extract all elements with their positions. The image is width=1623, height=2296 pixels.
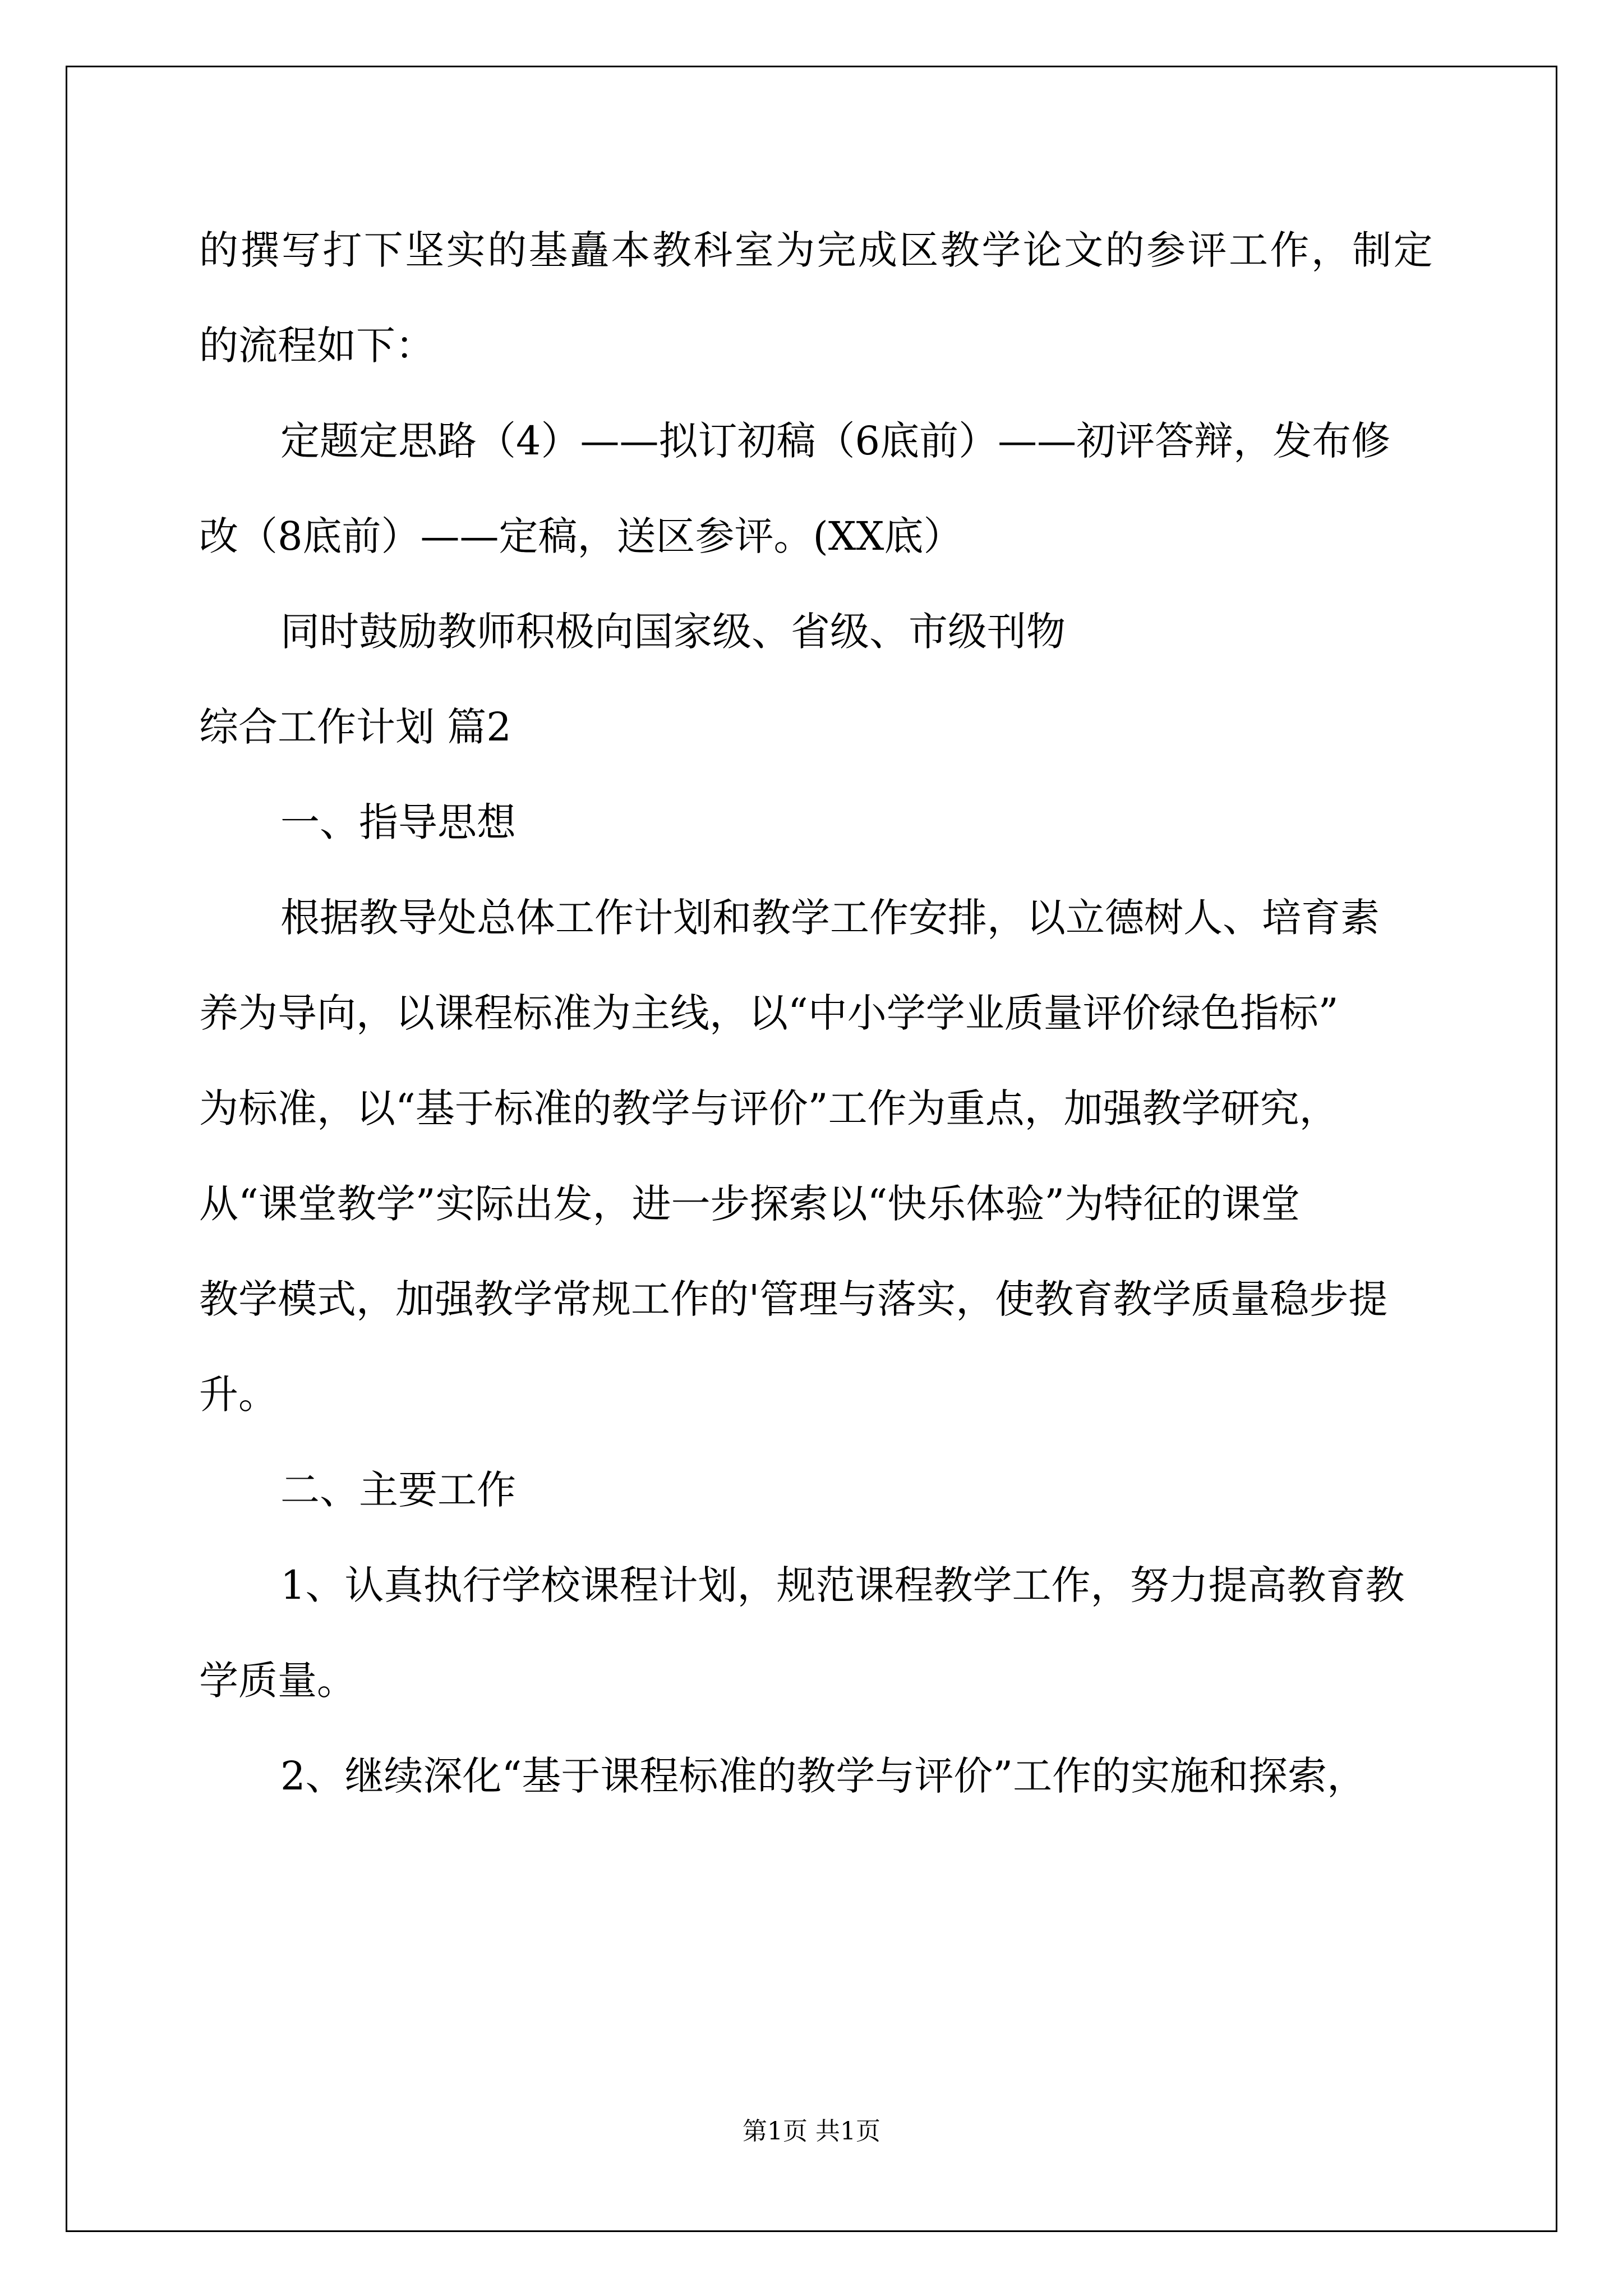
char: 的	[199, 227, 238, 273]
char: 区	[899, 227, 939, 273]
subsection-heading-1: 一、指导思想	[280, 799, 516, 845]
char: 工	[1228, 227, 1268, 273]
char: 参	[1146, 227, 1186, 273]
char: 撰	[240, 227, 280, 273]
text-line-8: 根据教导处总体工作计划和教学工作安排，以立德树人、培育素	[280, 895, 1380, 941]
text-line-15: 1、认真执行学校课程计划，规范课程教学工作，努力提高教育教	[280, 1562, 1405, 1608]
char: 教	[652, 227, 691, 273]
char: ，	[1311, 227, 1350, 273]
char: 坚	[405, 227, 445, 273]
char: 本	[611, 227, 651, 273]
text-line-10: 为标准，以“基于标准的教学与评价”工作为重点，加强教学研究，	[199, 1085, 1339, 1131]
char: 室	[734, 227, 774, 273]
text-line-16: 学质量。	[199, 1658, 356, 1704]
char: 论	[1022, 227, 1062, 273]
text-line-11: 从“课堂教学”实际出发，进一步探索以“快乐体验”为特征的课堂	[199, 1181, 1301, 1227]
page-number: 第1页 共1页	[743, 2117, 880, 2146]
subsection-heading-2: 二、主要工作	[280, 1467, 516, 1513]
char: 科	[693, 227, 733, 273]
char: 完	[817, 227, 856, 273]
text-line-5: 同时鼓励教师积极向国家级、省级、市级刊物	[280, 609, 1066, 655]
text-line-1	[199, 226, 1433, 274]
section-heading: 综合工作计划 篇2	[199, 704, 511, 750]
char: 打	[322, 227, 362, 273]
char: 的	[487, 227, 527, 273]
char: 矗	[569, 227, 609, 273]
text-line-3: 定题定思路（4）——拟订初稿（6底前）——初评答辩，发布修	[280, 418, 1391, 464]
text-line-12: 教学模式，加强教学常规工作的'管理与落实，使教育教学质量稳步提	[199, 1276, 1388, 1322]
char: 成	[858, 227, 897, 273]
char: 教	[940, 227, 980, 273]
text-line-9: 养为导向，以课程标准为主线，以“中小学学业质量评价绿色指标”	[199, 990, 1339, 1036]
char: 评	[1187, 227, 1227, 273]
char: 下	[363, 227, 403, 273]
text-line-13: 升。	[199, 1372, 278, 1418]
text-line-4: 改（8底前）——定稿，送区参评。(XX底）	[199, 513, 963, 559]
char: 作	[1270, 227, 1310, 273]
char: 为	[776, 227, 815, 273]
page-border	[66, 66, 1557, 2232]
char: 写	[281, 227, 321, 273]
char: 定	[1393, 227, 1433, 273]
char: 的	[1105, 227, 1145, 273]
text-line-2: 的流程如下：	[199, 323, 435, 369]
char: 文	[1064, 227, 1104, 273]
char: 基	[528, 227, 568, 273]
char: 实	[446, 227, 486, 273]
char: 学	[981, 227, 1021, 273]
char: 制	[1352, 227, 1392, 273]
text-line-17: 2、继续深化“基于课程标准的教学与评价”工作的实施和探索，	[280, 1753, 1367, 1799]
